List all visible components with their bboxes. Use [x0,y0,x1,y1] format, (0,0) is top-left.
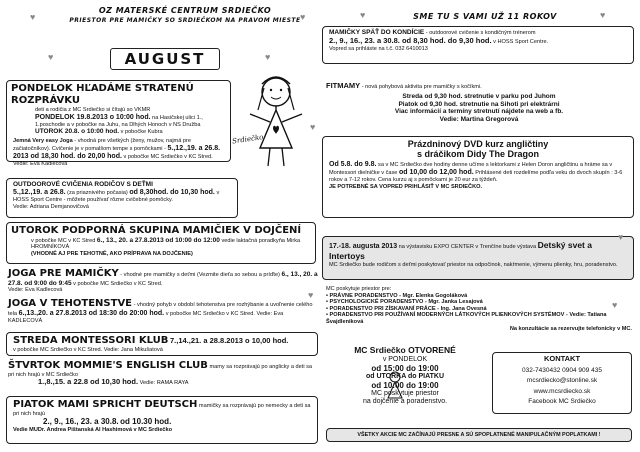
heart-icon: ♥ [360,10,366,20]
heart-icon: ♥ [310,122,316,132]
dvd-time: od 10,00 do 12,00 hod. [398,168,474,176]
stvrtok-title: ŠTVRTOK MOMMIE'S ENGLISH CLUB [8,360,208,371]
joga-mamicky-title: JOGA PRE MAMIČKY [8,268,119,279]
pondelok-text: deti a rodičia z MC Srdiečko si čítajú so VKMR [35,107,151,113]
piatok-time: od 10.30 hod. [120,417,172,427]
mamicky-contact: Vopred sa prihláste na t.č. 032 6410013 [329,45,428,52]
joga-mamicky-text: - vhodné pre mamičky s deťmi (Vezmite dieťa so sebou a príďte) [120,272,280,278]
streda-text: v pobočke MC Srdiečko v KC Stred. Vedie: Jana Mikušatová [13,346,163,353]
fitmamy-line3: Viac informácií a termíny stretnutí nájdete na web a fb. [394,108,564,116]
contact-section [492,352,632,414]
contact-email[interactable]: mcsrdiecko@stonline.sk [526,377,598,385]
piatok-title: PIATOK MAMI SPRICHT DEUTSCH [13,399,198,410]
girl-icon [384,370,406,400]
hours-line6: na dojčenie a poradenstvo. [362,398,448,406]
service-item: • PORADENSTVO PRI POUŽÍVANÍ MODERNÝCH LÁTKOVÝCH PLIENKOVÝCH SYSTÉMOV - Vedie: Tatiana Švajdleniková [326,312,632,325]
mamicky-text2: v HOSS Sport Centre. [493,38,549,45]
heart-icon: ♥ [300,12,306,22]
hours-title: MC Srdiečko OTVORENÉ [354,345,456,355]
girl-logo-illustration [238,70,318,170]
expo-text2: MC Srdiečko bude rodičom s deťmi poskytovať priestor na odpočinok, nakŕmenie, výmenu plienky, hru, poradenstvo. [329,261,618,268]
utorok-title: UTOROK PODPORNÁ SKUPINA MAMIČIEK V DOJČENÍ [11,225,302,236]
hours-line2: od 15:00 do 19:00 [371,363,439,373]
dvd-title1: Prázdninový DVD kurz angličtiny [407,139,549,149]
fitmamy-text: - nová pohybová aktivita pre mamičky s kočíkmi. [361,84,482,90]
joga-leader: Vedie: Eva Kadlecová [13,161,68,168]
dvd-kurz-section [322,136,634,218]
service-item: • PORADENSTVO PRI ZÍSKAVANÍ PRÁCE - Ing. Jana Ovesná [326,306,632,313]
month-banner: AUGUST [110,48,220,70]
heart-icon: ♥ [48,52,54,62]
footer-text: VŠETKY AKCIE MC ZAČÍNAJÚ PRESNE A SÚ SPOPLATNENÉ MANIPULAČNÝM POPLATKAMI ! [357,432,601,438]
pondelok-date: PONDELOK 19.8.2013 o 10:00 hod. [35,113,151,121]
stvrtok-section [8,360,318,387]
piatok-leader: Vedie MUDr. Andrea Pištanská Al Hashimová v MC Srdiečko [13,426,173,433]
heart-icon: ♥ [600,10,606,20]
fitmamy-line1: Streda od 9,30 hod. stretnutie v parku pod Juhom [402,92,556,100]
dvd-title2: s dráčikom Didy The Dragon [416,149,540,160]
footer-note [326,428,632,442]
expo-dates: 17.-18. augusta 2013 [329,243,398,250]
fitmamy-leader: Vedie: Martina Gregorová [439,115,519,123]
streda-title: STREDA MONTESSORI KLUB [13,335,169,346]
fitmamy-section [326,82,632,123]
outdoor-text: v HOSS Sport Centre - môžete používať rôzne cvičebné pomôcky. [13,189,220,203]
service-item: • PRÁVNE PORADENSTVO - Mgr. Elenka Gogoláková [326,293,632,300]
pondelok-section [6,80,231,168]
anniversary-header: SME TU S VAMI UŽ 11 ROKOV [413,12,557,21]
center-name-header: OZ MATERSKÉ CENTRUM SRDIEČKO [98,6,272,15]
fitmamy-line2: Piatok od 9,30 hod. stretnutie na Sihoti pri elektrárni [398,100,560,108]
heart-icon: ♥ [618,232,624,242]
logo-wordmark: Srdiečko [231,133,264,146]
joga-mamicky-leader: Vedie: Eva Kadlecová [8,287,63,294]
hours-line4: od 10:00 do 19:00 [371,381,439,391]
contact-title: KONTAKT [543,354,581,363]
dvd-text3: JE POTREBNÉ SA VOPRED PRIHLÁSIŤ V MC SRDIEČKO. [329,183,483,190]
piatok-dates: 2., 9., 16., 23. a 30.8. [43,417,119,427]
outdoor-title: OUTDOOROVÉ CVIČENIA RODIČOV S DEŤMI [13,181,153,188]
mamicky-title: MAMIČKY SPÄŤ DO KONDÍCIE [329,29,425,36]
hours-line5: MC poskytuje priestor [371,390,439,398]
joga-tehotenstvo-title: JOGA V TEHOTENSTVE [8,298,133,309]
contact-web[interactable]: www.mcsrdiecko.sk [533,387,591,395]
mamicky-kondicia-section [322,26,634,64]
joga-tehotenstvo-text: - vhodný pohyb v období tehotenstva pre rozhýbanie a uvoľnenie celého tela [8,302,313,317]
dvd-text: sa v MC Srdiečko dve hodiny denne učíme s lektorkami z Helen Doron angličtinu a hráme sa v Montessori dielničke v čase [329,161,613,176]
mamicky-dates: 2., 9., 16., 23. a 30.8. od 8,30 hod. do 9,30 hod. [329,35,492,45]
pondelok-text3: v pobočke Kubra [120,129,163,136]
pondelok-text2: na Hasičskej ulici 1., 1.poschodie a v pobočke na Juhu, na Dlhých Honoch v NS Družba [35,114,203,128]
dvd-text2: Prihlásené deti rozdelíme podľa veku do dvoch skupín : 3-6 rokov a 7-12 rokov. Cena kurzu aj s pomôckami je 20 eur za týždeň. [329,169,623,184]
utorok-time: od 10:00 do 12:00 [165,236,220,244]
services-note: Na konzultácie sa rezervujte telefonicky v MC. [509,325,632,332]
mamicky-text: - outdoorové cvičenie s kondičným trénerom [425,30,536,36]
stvrtok-dates: 1.,8.,15. a 22.8 od 10,30 hod. [38,377,139,387]
center-tagline: PRIESTOR PRE MAMIČKY SO SRDIEČKOM NA PRAVOM MIESTE [69,17,301,24]
joga-text2: v pobočke MC Srdiečko v KC Stred. [123,153,213,160]
piatok-section [6,396,318,444]
heart-icon: ♥ [308,290,314,300]
service-item: • PSYCHOLOGICKÉ PORADENSTVO - Mgr. Janka Lesajová [326,299,632,306]
joga-tehotenstvo-dates: 6.,13.,20. a 27.8.2013 od 18:30 do 20:00 hod. [18,309,165,317]
outdoor-time: od 8,30hod. do 10,30 hod. [129,188,215,196]
services-title: MC poskytuje priestor pre: [326,286,392,292]
joga-mamicky-dates: 6., 13., 20. a 27.8. od 9:00 do 9:45 [8,271,318,287]
pondelok-date2: UTOROK 20.8. o 10:00 hod. [35,128,120,136]
piatok-text: mamičky sa rozprávajú po nemecky a deti sa pri nich hrajú [13,403,311,417]
utorok-text: v pobočke MC v KC Stred [31,237,96,244]
joga-title: Jemná Very easy Joga [13,138,73,145]
joga-mamicky-text2: v pobočke MC Srdiečko v KC Stred. [73,280,163,287]
streda-dates: 7.,14.,21. a 28.8.2013 o 10,00 hod. [169,336,289,345]
expo-section [322,236,634,280]
outdoor-leader: Vedie: Adriana Demjanovičová [13,203,89,210]
joga-text: - vhodná pre všetkých (ženy, mužov, najmä pre začiatočníkov). Cvičenie je v pomalšom tempe s pomôckami - [13,138,191,152]
joga-mamicky-section [8,268,318,294]
expo-text1: na výstavisku EXPO CENTER v Trenčíne bude výstava [398,244,537,250]
hours-line3: od UTORKA do PIATKU [365,373,445,380]
dvd-dates: Od 5.8. do 9.8. [329,160,377,168]
outdoor-note: (za priaznivého počasia) [67,189,128,196]
streda-section [6,332,318,356]
fitmamy-title: FITMAMY [326,81,361,90]
hours-line1: v PONDELOK [382,355,428,363]
utorok-text2: vedie laktačná poradkyňa Mirka HROMNÍKOVÁ [31,237,301,251]
stvrtok-text: mamy sa rozprávajú po anglicky a deti sa pri nich hrajú v MC Srdiečko [8,364,313,378]
utorok-text3: (VHODNÉ AJ PRE TEHOTNÉ, AKO PRÍPRAVA NA DOJČENIE) [31,250,193,257]
contact-phones: 032-7430432 0904 909 435 [522,366,602,374]
heart-icon: ♥ [30,12,36,22]
services-section [326,286,632,332]
expo-event: Detský svet a Intertoys [329,240,592,262]
outdoor-section [6,178,238,218]
joga-tehotenstvo-section [8,298,318,325]
stvrtok-leader: Vedie: RAMA RAYA [139,380,189,387]
joga-dates: 5.,12.,19. a 26.8. 2013 od 18,30 hod. do 20,00 hod. [13,144,221,160]
pondelok-title: PONDELOK HĽADÁME STRATENÚ ROZPRÁVKU [11,83,194,106]
heart-icon: ♥ [265,52,271,62]
utorok-dates: 6., 13., 20. a 27.8.2013 [96,236,164,244]
outdoor-dates: 5.,12.,19. a 26.8. [13,188,66,196]
heart-icon: ♥ [612,300,618,310]
joga-tehotenstvo-text2: v pobočke MC Srdiečko v KC Stred. [165,310,255,317]
contact-facebook[interactable]: Facebook MC Srdiečko [528,398,596,406]
joga-tehotenstvo-leader: Vedie: Eva KADLECOVÁ [8,310,284,325]
utorok-section [6,222,316,264]
